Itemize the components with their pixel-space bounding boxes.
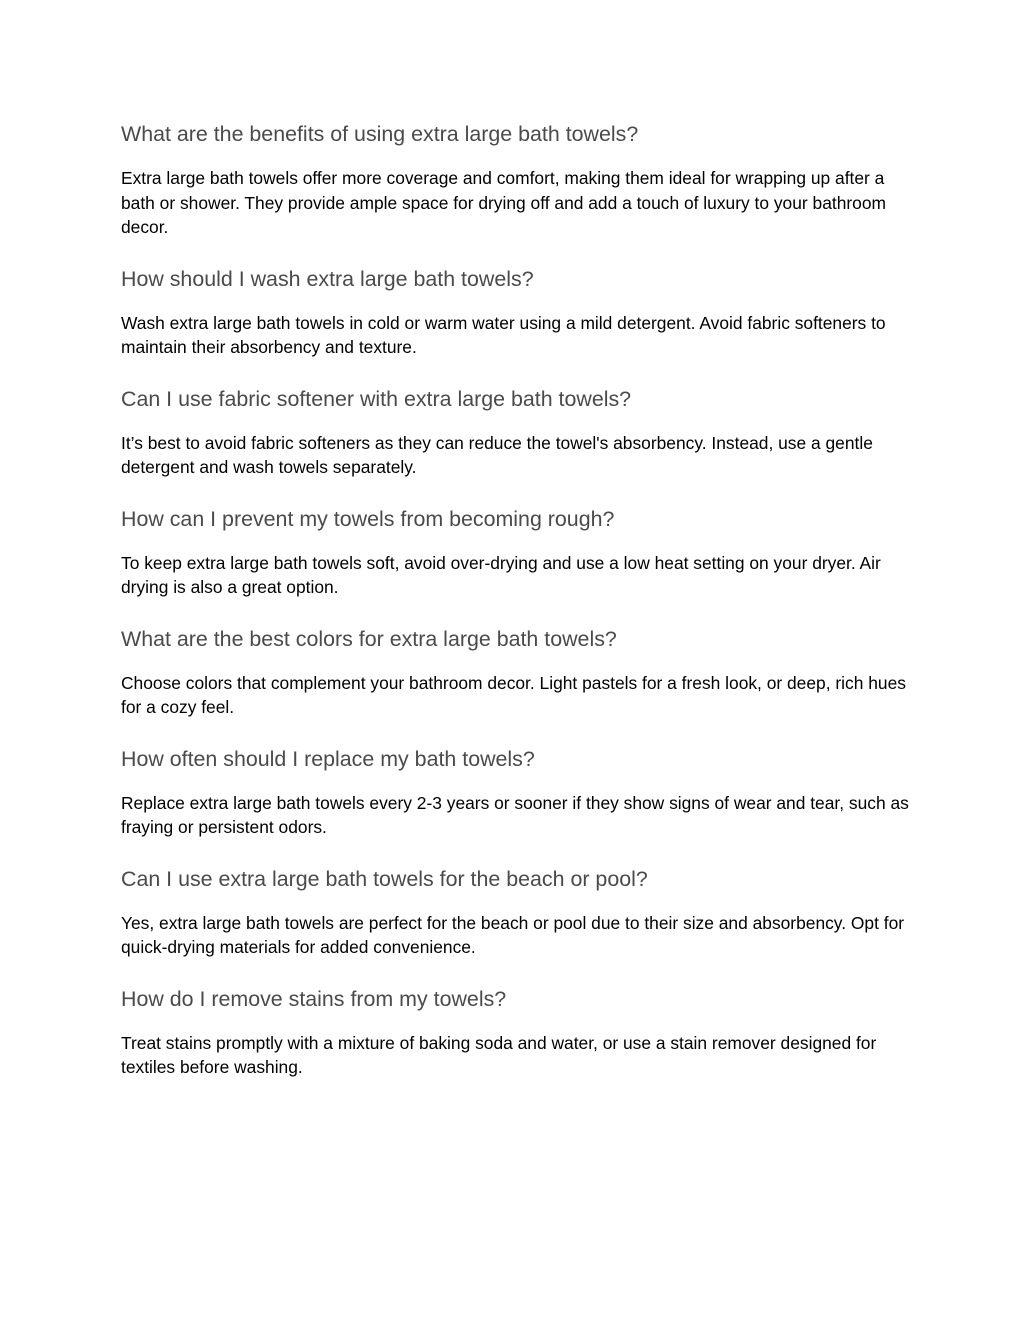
faq-question: How do I remove stains from my towels? (121, 986, 507, 1011)
faq-document (121, 119, 911, 1080)
faq-question: Can I use fabric softener with extra large bath towels? (121, 386, 632, 411)
faq-answer: Extra large bath towels offer more coverage and comfort, making them ideal for wrapping up after a bath or shower. They provide ample space for drying off and add a touch of luxury to your bathroom decor. (121, 168, 886, 237)
faq-answer: It’s best to avoid fabric softeners as they can reduce the towel's absorbency. Instead, use a gentle detergent and wash towels separately. (121, 432, 873, 477)
faq-item-washing (121, 264, 911, 360)
faq-question: How should I wash extra large bath towels? (121, 266, 534, 291)
faq-answer: Replace extra large bath towels every 2-3 years or sooner if they show signs of wear and tear, such as fraying or persistent odors. (121, 792, 909, 837)
faq-answer: Treat stains promptly with a mixture of baking soda and water, or use a stain remover designed for textiles before washing. (121, 1032, 877, 1077)
faq-item-stains (121, 984, 911, 1080)
faq-answer: Choose colors that complement your bathroom decor. Light pastels for a fresh look, or deep, rich hues for a cozy feel. (121, 672, 906, 717)
faq-item-fabric-softener (121, 384, 911, 480)
faq-item-replacement (121, 744, 911, 840)
faq-question: What are the benefits of using extra large bath towels? (121, 122, 639, 146)
faq-question: Can I use extra large bath towels for the beach or pool? (121, 866, 648, 891)
faq-answer: Wash extra large bath towels in cold or warm water using a mild detergent. Avoid fabric softeners to maintain their absorbency and texture. (121, 312, 886, 357)
faq-item-beach-pool (121, 864, 911, 960)
faq-question: How often should I replace my bath towels? (121, 746, 535, 771)
faq-question: How can I prevent my towels from becoming rough? (121, 506, 615, 531)
faq-question: What are the best colors for extra large bath towels? (121, 626, 617, 651)
faq-answer: To keep extra large bath towels soft, avoid over-drying and use a low heat setting on your dryer. Air drying is also a great option. (121, 552, 881, 597)
faq-item-colors (121, 624, 911, 720)
faq-item-benefits (121, 119, 911, 240)
faq-answer: Yes, extra large bath towels are perfect for the beach or pool due to their size and absorbency. Opt for quick-drying materials for added convenience. (121, 912, 905, 957)
faq-item-roughness (121, 504, 911, 600)
